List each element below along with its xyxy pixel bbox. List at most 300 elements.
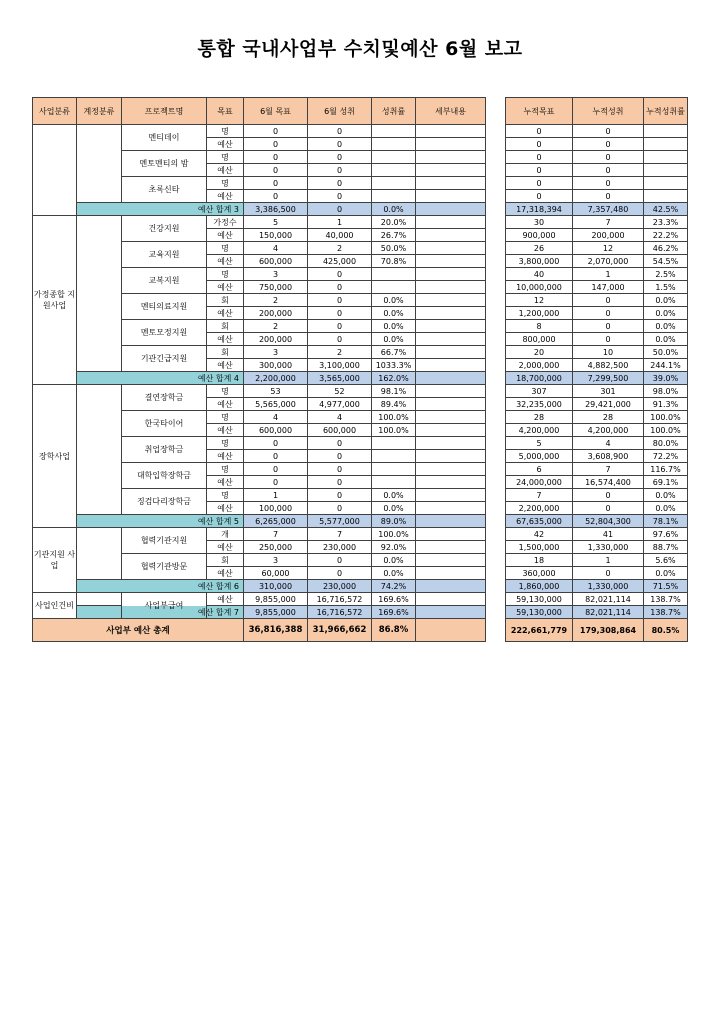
detail-cell <box>416 333 486 346</box>
rate-cell: 92.0% <box>372 541 416 554</box>
june-result-cell: 3,100,000 <box>308 359 372 372</box>
cumulative-row <box>506 502 688 515</box>
cum-rate-cell <box>644 151 688 164</box>
june-target-cell: 150,000 <box>244 229 308 242</box>
cumulative-row <box>506 216 688 229</box>
project-name: 협력기관방문 <box>122 554 207 580</box>
header-account: 계정분류 <box>77 98 122 125</box>
june-result-cell: 16,716,572 <box>308 606 372 619</box>
cum-result-cell: 41 <box>573 528 644 541</box>
grand-june-target: 36,816,388 <box>244 619 308 642</box>
june-result-cell: 230,000 <box>308 541 372 554</box>
june-result-cell: 0 <box>308 281 372 294</box>
unit-cell: 예산 <box>207 281 244 294</box>
cum-result-cell: 0 <box>573 320 644 333</box>
rate-cell <box>372 463 416 476</box>
cum-target-cell: 0 <box>506 190 573 203</box>
june-target-cell: 0 <box>244 125 308 138</box>
table-row <box>33 125 486 138</box>
unit-cell: 개 <box>207 528 244 541</box>
cum-rate-cell: 0.0% <box>644 294 688 307</box>
project-name: 멘티의료지원 <box>122 294 207 320</box>
cum-result-cell: 0 <box>573 567 644 580</box>
detail-cell <box>416 151 486 164</box>
cumulative-row <box>506 177 688 190</box>
detail-cell <box>416 255 486 268</box>
unit-cell: 명 <box>207 125 244 138</box>
cumulative-row <box>506 593 688 606</box>
cum-target-cell: 28 <box>506 411 573 424</box>
cum-rate-cell: 42.5% <box>644 203 688 216</box>
cumulative-subtotal-row <box>506 372 688 385</box>
cum-result-cell: 0 <box>573 489 644 502</box>
detail-cell <box>416 242 486 255</box>
cum-result-cell: 200,000 <box>573 229 644 242</box>
detail-cell <box>416 203 486 216</box>
detail-cell <box>416 541 486 554</box>
june-result-cell: 2 <box>308 346 372 359</box>
cum-rate-cell: 116.7% <box>644 463 688 476</box>
cum-target-cell: 59,130,000 <box>506 593 573 606</box>
june-target-cell: 0 <box>244 138 308 151</box>
subtotal-row <box>33 606 486 619</box>
project-name: 징검다리장학금 <box>122 489 207 515</box>
rate-cell <box>372 476 416 489</box>
cum-result-cell: 10 <box>573 346 644 359</box>
cum-result-cell: 0 <box>573 294 644 307</box>
cum-result-cell: 7 <box>573 463 644 476</box>
detail-cell <box>416 398 486 411</box>
rate-cell <box>372 450 416 463</box>
rate-cell <box>372 138 416 151</box>
grand-cum-rate: 80.5% <box>644 619 688 642</box>
june-target-cell: 2,200,000 <box>244 372 308 385</box>
cumulative-subtotal-row <box>506 515 688 528</box>
unit-cell: 예산 <box>207 229 244 242</box>
account-cell <box>77 593 122 606</box>
june-result-cell: 0 <box>308 138 372 151</box>
rate-cell: 98.1% <box>372 385 416 398</box>
cum-result-cell: 12 <box>573 242 644 255</box>
cumulative-row <box>506 320 688 333</box>
unit-cell: 명 <box>207 151 244 164</box>
cumulative-row <box>506 463 688 476</box>
project-name: 멘토멘티의 밤 <box>122 151 207 177</box>
cumulative-table <box>505 97 688 642</box>
subtotal-label: 예산 합계 3 <box>77 203 244 216</box>
main-table-body <box>33 125 486 642</box>
cumulative-subtotal-row <box>506 580 688 593</box>
category-cell: 기관지원 사업 <box>33 528 77 593</box>
june-result-cell: 0 <box>308 164 372 177</box>
detail-cell <box>416 372 486 385</box>
detail-cell <box>416 294 486 307</box>
grand-june-result: 31,966,662 <box>308 619 372 642</box>
cum-rate-cell <box>644 125 688 138</box>
cum-target-cell: 0 <box>506 138 573 151</box>
june-target-cell: 53 <box>244 385 308 398</box>
detail-cell <box>416 450 486 463</box>
project-name: 취업장학금 <box>122 437 207 463</box>
june-target-cell: 3 <box>244 346 308 359</box>
cum-result-cell: 0 <box>573 190 644 203</box>
detail-cell <box>416 268 486 281</box>
cumulative-row <box>506 398 688 411</box>
unit-cell: 회 <box>207 294 244 307</box>
june-target-cell: 310,000 <box>244 580 308 593</box>
june-target-cell: 7 <box>244 528 308 541</box>
project-name: 결연장학금 <box>122 385 207 411</box>
detail-cell <box>416 164 486 177</box>
june-target-cell: 0 <box>244 437 308 450</box>
june-target-cell: 5 <box>244 216 308 229</box>
cum-result-cell: 3,608,900 <box>573 450 644 463</box>
header-rate: 성취률 <box>372 98 416 125</box>
unit-cell: 명 <box>207 268 244 281</box>
cum-target-cell: 12 <box>506 294 573 307</box>
detail-cell <box>416 528 486 541</box>
detail-cell <box>416 177 486 190</box>
rate-cell: 89.4% <box>372 398 416 411</box>
june-target-cell: 200,000 <box>244 307 308 320</box>
account-cell <box>77 385 122 515</box>
rate-cell: 1033.3% <box>372 359 416 372</box>
header-row <box>33 98 486 125</box>
account-cell <box>77 216 122 372</box>
page-title: 통합 국내사업부 수치및예산 6월 보고 <box>197 38 523 60</box>
june-result-cell: 0 <box>308 463 372 476</box>
detail-cell <box>416 411 486 424</box>
header-cum-result: 누적성취 <box>573 98 644 125</box>
cum-rate-cell: 0.0% <box>644 567 688 580</box>
cum-target-cell: 18 <box>506 554 573 567</box>
cumulative-row <box>506 138 688 151</box>
detail-cell <box>416 281 486 294</box>
cum-result-cell: 0 <box>573 333 644 346</box>
june-result-cell: 0 <box>308 489 372 502</box>
cum-result-cell: 0 <box>573 307 644 320</box>
project-name: 사업부급여 <box>122 593 207 619</box>
cum-rate-cell: 50.0% <box>644 346 688 359</box>
unit-cell: 명 <box>207 463 244 476</box>
detail-cell <box>416 515 486 528</box>
cum-target-cell: 0 <box>506 151 573 164</box>
detail-cell <box>416 554 486 567</box>
project-name: 멘티데이 <box>122 125 207 151</box>
cumulative-row <box>506 554 688 567</box>
cum-rate-cell: 88.7% <box>644 541 688 554</box>
rate-cell: 169.6% <box>372 606 416 619</box>
cumulative-row <box>506 281 688 294</box>
june-result-cell: 0 <box>308 151 372 164</box>
category-cell <box>33 125 77 216</box>
june-target-cell: 600,000 <box>244 255 308 268</box>
cumulative-row <box>506 229 688 242</box>
june-result-cell: 0 <box>308 320 372 333</box>
detail-cell <box>416 216 486 229</box>
cum-rate-cell: 100.0% <box>644 424 688 437</box>
account-cell <box>77 528 122 580</box>
subtotal-label: 예산 합계 4 <box>77 372 244 385</box>
cumulative-row <box>506 489 688 502</box>
rate-cell <box>372 125 416 138</box>
account-cell <box>77 125 122 203</box>
cum-result-cell: 0 <box>573 138 644 151</box>
cum-target-cell: 0 <box>506 177 573 190</box>
cum-target-cell: 3,800,000 <box>506 255 573 268</box>
rate-cell: 0.0% <box>372 554 416 567</box>
cumulative-row <box>506 359 688 372</box>
cum-rate-cell: 138.7% <box>644 593 688 606</box>
june-target-cell: 300,000 <box>244 359 308 372</box>
june-target-cell: 0 <box>244 151 308 164</box>
detail-cell <box>416 463 486 476</box>
june-target-cell: 6,265,000 <box>244 515 308 528</box>
unit-cell: 예산 <box>207 359 244 372</box>
project-name: 교육지원 <box>122 242 207 268</box>
rate-cell: 100.0% <box>372 528 416 541</box>
june-result-cell: 0 <box>308 450 372 463</box>
rate-cell: 89.0% <box>372 515 416 528</box>
june-target-cell: 750,000 <box>244 281 308 294</box>
cumulative-row <box>506 411 688 424</box>
cum-result-cell: 4 <box>573 437 644 450</box>
cum-rate-cell: 2.5% <box>644 268 688 281</box>
june-target-cell: 9,855,000 <box>244 593 308 606</box>
rate-cell <box>372 177 416 190</box>
detail-cell <box>416 229 486 242</box>
cumulative-table-body <box>506 125 688 642</box>
cum-result-cell: 0 <box>573 125 644 138</box>
grand-total-row <box>33 619 486 642</box>
unit-cell: 명 <box>207 489 244 502</box>
june-result-cell: 0 <box>308 437 372 450</box>
rate-cell: 50.0% <box>372 242 416 255</box>
cum-target-cell: 900,000 <box>506 229 573 242</box>
project-name: 한국타이어 <box>122 411 207 437</box>
cum-result-cell: 28 <box>573 411 644 424</box>
cumulative-row <box>506 541 688 554</box>
header-category: 사업분류 <box>33 98 77 125</box>
cum-rate-cell: 80.0% <box>644 437 688 450</box>
project-name: 멘토모정지원 <box>122 320 207 346</box>
detail-cell <box>416 567 486 580</box>
unit-cell: 예산 <box>207 307 244 320</box>
grand-cum-result: 179,308,864 <box>573 619 644 642</box>
cum-target-cell: 30 <box>506 216 573 229</box>
detail-cell <box>416 476 486 489</box>
june-target-cell: 2 <box>244 294 308 307</box>
june-target-cell: 4 <box>244 411 308 424</box>
category-cell: 장학사업 <box>33 385 77 528</box>
detail-cell <box>416 606 486 619</box>
june-result-cell: 0 <box>308 177 372 190</box>
detail-cell <box>416 138 486 151</box>
cum-target-cell: 4,200,000 <box>506 424 573 437</box>
june-target-cell: 250,000 <box>244 541 308 554</box>
grand-total-label: 사업부 예산 총계 <box>33 619 244 642</box>
unit-cell: 예산 <box>207 255 244 268</box>
rate-cell <box>372 281 416 294</box>
june-target-cell: 1 <box>244 489 308 502</box>
cum-rate-cell: 78.1% <box>644 515 688 528</box>
project-name: 초록신타 <box>122 177 207 203</box>
cum-rate-cell: 91.3% <box>644 398 688 411</box>
cumulative-row <box>506 242 688 255</box>
cum-result-cell: 301 <box>573 385 644 398</box>
cum-target-cell: 6 <box>506 463 573 476</box>
june-target-cell: 3,386,500 <box>244 203 308 216</box>
cum-rate-cell: 23.3% <box>644 216 688 229</box>
category-cell: 가정종합 지원사업 <box>33 216 77 385</box>
cum-target-cell: 0 <box>506 164 573 177</box>
cum-rate-cell: 46.2% <box>644 242 688 255</box>
unit-cell: 예산 <box>207 190 244 203</box>
cum-target-cell: 1,500,000 <box>506 541 573 554</box>
cumulative-row <box>506 476 688 489</box>
rate-cell: 162.0% <box>372 372 416 385</box>
unit-cell: 예산 <box>207 541 244 554</box>
rate-cell <box>372 190 416 203</box>
rate-cell: 0.0% <box>372 567 416 580</box>
detail-cell <box>416 307 486 320</box>
header-cum-rate: 누적성취률 <box>644 98 688 125</box>
june-result-cell: 5,577,000 <box>308 515 372 528</box>
subtotal-label: 예산 합계 6 <box>77 580 244 593</box>
cum-rate-cell: 5.6% <box>644 554 688 567</box>
june-target-cell: 5,565,000 <box>244 398 308 411</box>
grand-detail <box>416 619 486 642</box>
june-result-cell: 40,000 <box>308 229 372 242</box>
cumulative-subtotal-row <box>506 203 688 216</box>
unit-cell: 예산 <box>207 138 244 151</box>
june-result-cell: 600,000 <box>308 424 372 437</box>
rate-cell: 66.7% <box>372 346 416 359</box>
unit-cell: 명 <box>207 242 244 255</box>
june-result-cell: 16,716,572 <box>308 593 372 606</box>
subtotal-label: 예산 합계 5 <box>77 515 244 528</box>
june-target-cell: 200,000 <box>244 333 308 346</box>
unit-cell: 예산 <box>207 567 244 580</box>
cum-target-cell: 18,700,000 <box>506 372 573 385</box>
rate-cell: 0.0% <box>372 307 416 320</box>
june-target-cell: 600,000 <box>244 424 308 437</box>
cum-rate-cell: 0.0% <box>644 320 688 333</box>
rate-cell <box>372 268 416 281</box>
rate-cell: 0.0% <box>372 489 416 502</box>
june-result-cell: 0 <box>308 294 372 307</box>
june-target-cell: 0 <box>244 463 308 476</box>
cum-result-cell: 52,804,300 <box>573 515 644 528</box>
table-row <box>33 216 486 229</box>
cumulative-row <box>506 190 688 203</box>
june-target-cell: 3 <box>244 554 308 567</box>
cum-result-cell: 0 <box>573 177 644 190</box>
rate-cell: 100.0% <box>372 424 416 437</box>
cum-rate-cell: 1.5% <box>644 281 688 294</box>
header-cum-target: 누적목표 <box>506 98 573 125</box>
cum-target-cell: 59,130,000 <box>506 606 573 619</box>
detail-cell <box>416 593 486 606</box>
june-result-cell: 0 <box>308 307 372 320</box>
cum-result-cell: 7 <box>573 216 644 229</box>
cum-rate-cell: 72.2% <box>644 450 688 463</box>
june-result-cell: 0 <box>308 333 372 346</box>
cum-target-cell: 2,000,000 <box>506 359 573 372</box>
rate-cell <box>372 164 416 177</box>
cum-target-cell: 10,000,000 <box>506 281 573 294</box>
detail-cell <box>416 489 486 502</box>
grand-cum-target: 222,661,779 <box>506 619 573 642</box>
cum-rate-cell: 0.0% <box>644 489 688 502</box>
cumulative-header-row <box>506 98 688 125</box>
cum-target-cell: 40 <box>506 268 573 281</box>
cum-target-cell: 26 <box>506 242 573 255</box>
cum-rate-cell: 138.7% <box>644 606 688 619</box>
cum-result-cell: 1 <box>573 268 644 281</box>
subtotal-row <box>33 372 486 385</box>
june-result-cell: 4,977,000 <box>308 398 372 411</box>
cum-rate-cell: 69.1% <box>644 476 688 489</box>
rate-cell: 0.0% <box>372 333 416 346</box>
unit-cell: 회 <box>207 346 244 359</box>
june-result-cell: 4 <box>308 411 372 424</box>
grand-rate: 86.8% <box>372 619 416 642</box>
detail-cell <box>416 385 486 398</box>
cum-rate-cell: 22.2% <box>644 229 688 242</box>
cum-target-cell: 0 <box>506 125 573 138</box>
rate-cell: 0.0% <box>372 203 416 216</box>
cumulative-row <box>506 450 688 463</box>
unit-cell: 예산 <box>207 164 244 177</box>
unit-cell: 회 <box>207 320 244 333</box>
cum-result-cell: 0 <box>573 151 644 164</box>
unit-cell: 명 <box>207 411 244 424</box>
cum-target-cell: 2,200,000 <box>506 502 573 515</box>
detail-cell <box>416 580 486 593</box>
cum-target-cell: 42 <box>506 528 573 541</box>
cum-result-cell: 82,021,114 <box>573 593 644 606</box>
cumulative-row <box>506 268 688 281</box>
cum-result-cell: 4,200,000 <box>573 424 644 437</box>
june-result-cell: 0 <box>308 190 372 203</box>
unit-cell: 예산 <box>207 333 244 346</box>
cum-rate-cell: 244.1% <box>644 359 688 372</box>
cum-target-cell: 360,000 <box>506 567 573 580</box>
cum-rate-cell: 0.0% <box>644 502 688 515</box>
rate-cell: 169.6% <box>372 593 416 606</box>
detail-cell <box>416 346 486 359</box>
unit-cell: 예산 <box>207 502 244 515</box>
project-name: 기관긴급지원 <box>122 346 207 372</box>
unit-cell: 예산 <box>207 424 244 437</box>
rate-cell: 26.7% <box>372 229 416 242</box>
rate-cell: 0.0% <box>372 502 416 515</box>
june-target-cell: 0 <box>244 190 308 203</box>
cum-rate-cell: 0.0% <box>644 333 688 346</box>
rate-cell: 0.0% <box>372 320 416 333</box>
unit-cell: 명 <box>207 177 244 190</box>
table-row <box>33 528 486 541</box>
header-target: 목표 <box>207 98 244 125</box>
june-target-cell: 4 <box>244 242 308 255</box>
cumulative-grand-row <box>506 619 688 642</box>
monthly-report-table <box>32 97 486 642</box>
cum-target-cell: 307 <box>506 385 573 398</box>
detail-cell <box>416 320 486 333</box>
june-result-cell: 0 <box>308 268 372 281</box>
cum-result-cell: 4,882,500 <box>573 359 644 372</box>
